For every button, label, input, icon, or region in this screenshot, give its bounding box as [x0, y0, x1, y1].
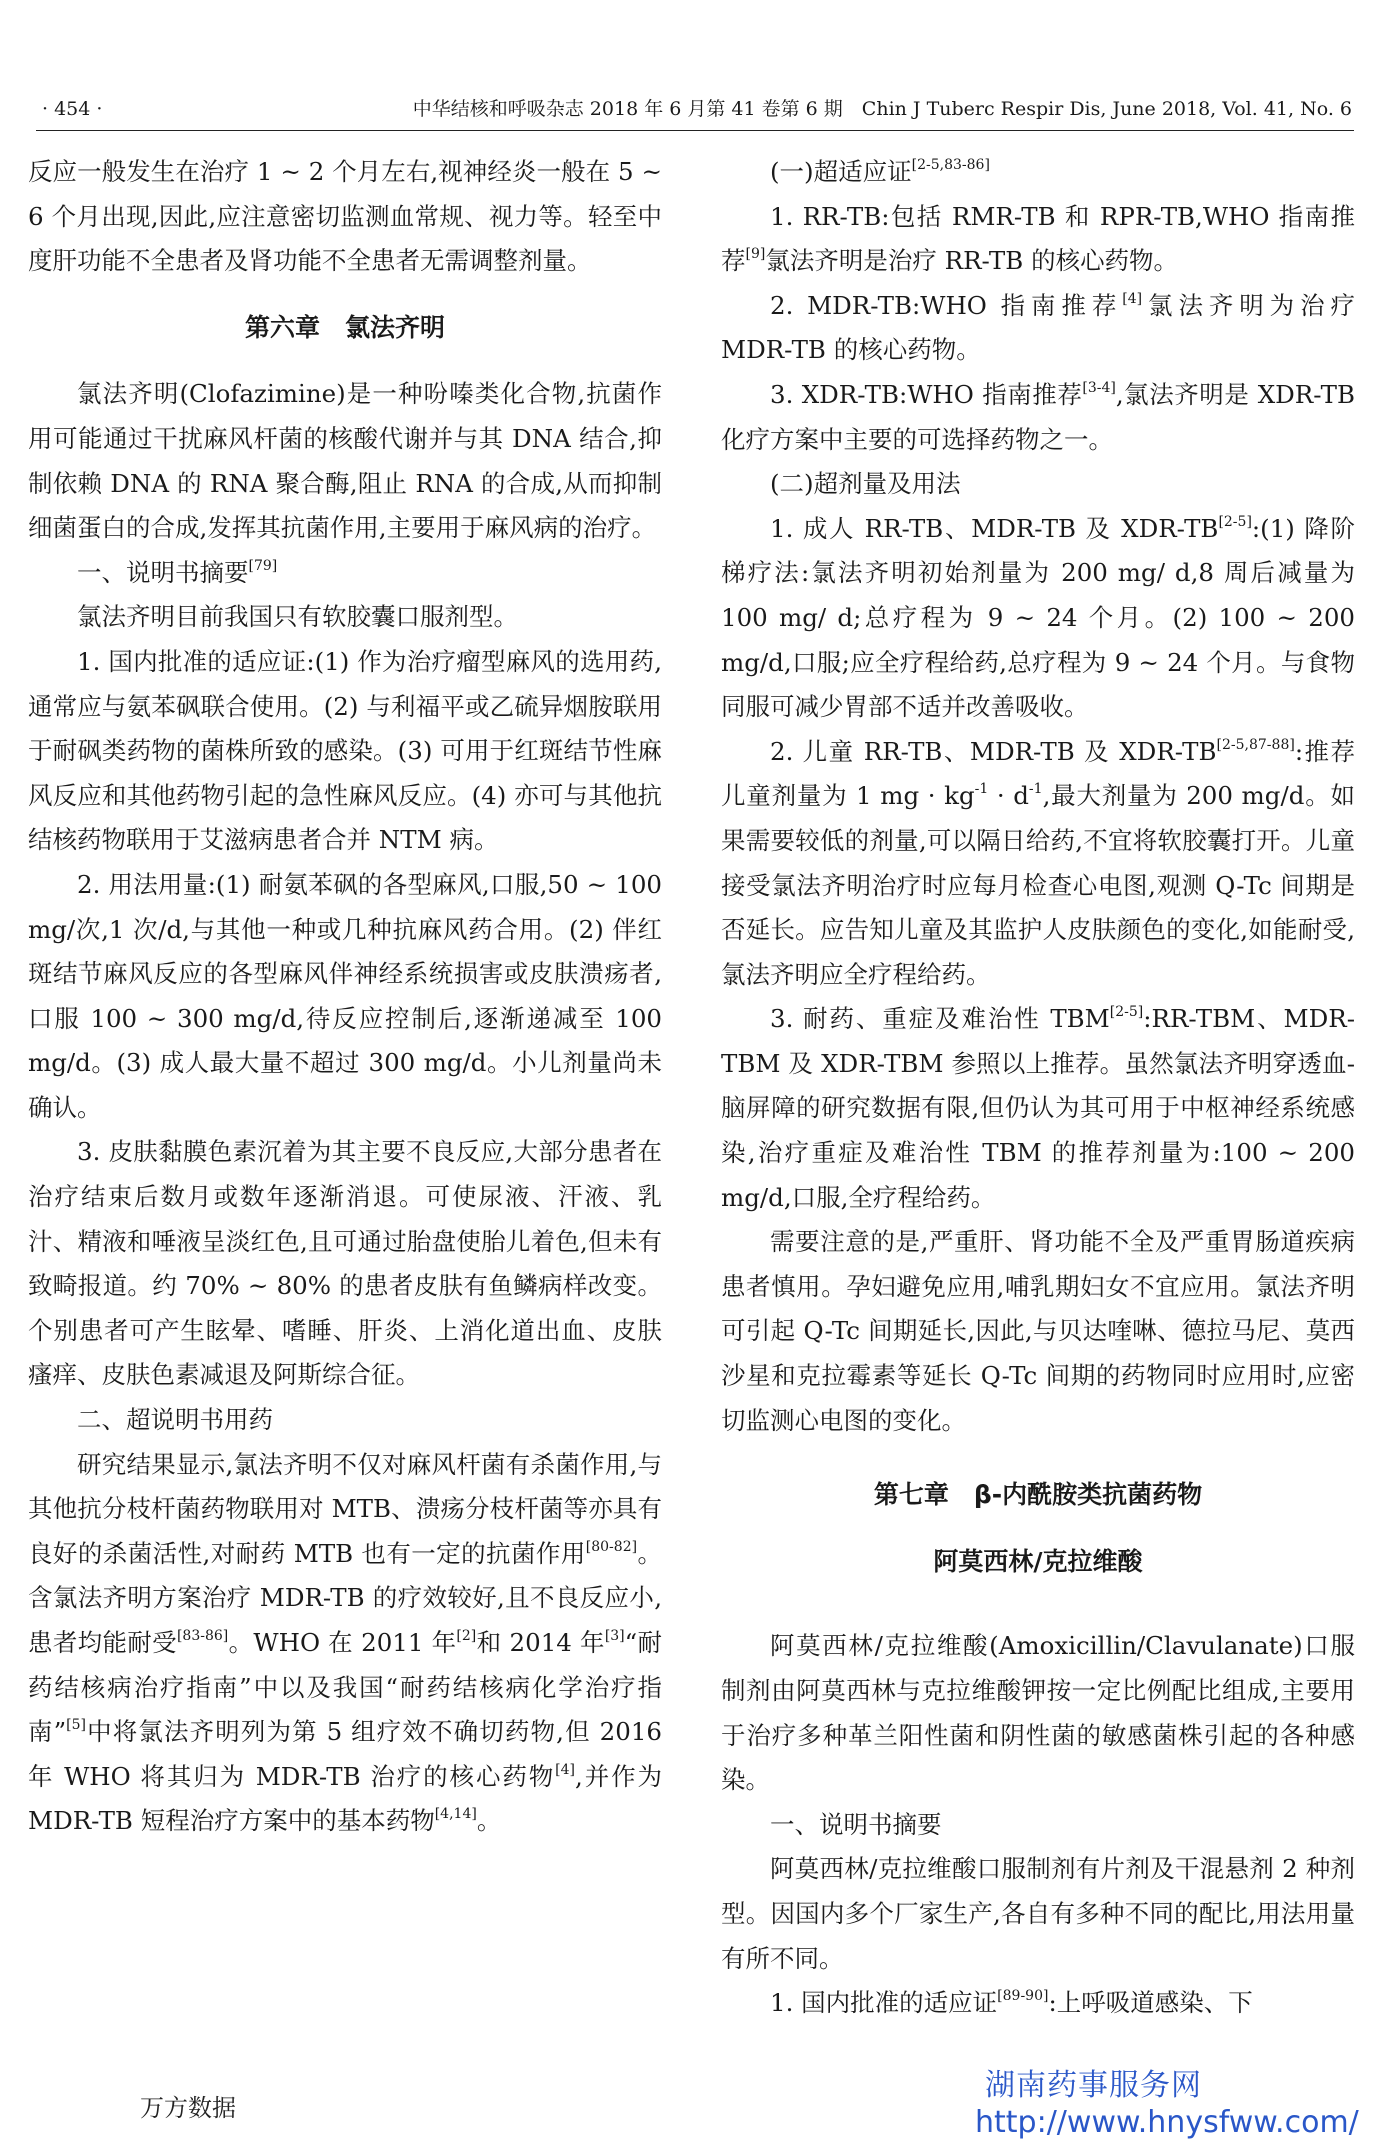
- chapter-heading: 第六章 氯法齐明: [244, 312, 445, 342]
- header-rule: [36, 130, 1354, 131]
- paragraph: 反应一般发生在治疗 1 ~ 2 个月左右,视神经炎一般在 5 ~ 6 个月出现,因此,应注意密切监测血常规、视力等。轻至中度肝功能不全患者及肾功能不全患者无需调整剂量。: [28, 157, 662, 276]
- subsection-heading: (一)超适应证[2-5,83-86]: [770, 157, 990, 186]
- paragraph: 2. 用法用量:(1) 耐氨苯砜的各型麻风,口服,50 ~ 100 mg/次,1 次/d,与其他一种或几种抗麻风药合用。(2) 伴红斑结节麻风反应的各型麻风伴神经系统损害或皮肤溃疡者,口服 100 ~ 300 mg/d,待反应控制后,逐渐递减至 100 mg/d。(3) 成人最大量不超过 300 mg/d。小儿剂量尚未确认。: [28, 869, 662, 1122]
- paragraph: 氯法齐明目前我国只有软胶囊口服剂型。: [77, 602, 518, 632]
- citation-ref[interactable]: [2-5,87-88]: [1216, 736, 1295, 753]
- watermark-url[interactable]: http://www.hnysfww.com/: [975, 2105, 1359, 2140]
- citation-ref[interactable]: [4]: [1122, 290, 1143, 307]
- section-heading: 二、超说明书用药: [77, 1405, 273, 1435]
- paragraph: 1. 成人 RR-TB、MDR-TB 及 XDR-TB[2-5]:(1) 降阶梯疗法:氯法齐明初始剂量为 200 mg/ d,8 周后减量为 100 mg/ d;总疗程为 9 ~ 24 个月。(2) 100 ~ 200 mg/d,口服;应全疗程给药,总疗程为 9 ~ 24 个月。与食物同服可减少胃部不适并改善吸收。: [721, 513, 1355, 722]
- citation-ref[interactable]: [4,14]: [434, 1806, 477, 1823]
- section-heading: 一、说明书摘要[79]: [77, 557, 278, 587]
- paragraph: 3. 耐药、重症及难治性 TBM[2-5]:RR-TBM、MDR-TBM 及 XDR-TBM 参照以上推荐。虽然氯法齐明穿透血-脑屏障的研究数据有限,但仍认为其可用于中枢神经系统感染,治疗重症及难治性 TBM 的推荐剂量为:100 ~ 200 mg/d,口服,全疗程给药。: [721, 1004, 1355, 1212]
- paragraph: 氯法齐明(Clofazimine)是一种吩嗪类化合物,抗菌作用可能通过干扰麻风杆菌的核酸代谢并与其 DNA 结合,抑制依赖 DNA 的 RNA 聚合酶,阻止 RNA 的合成,从而抑制细菌蛋白的合成,发挥其抗菌作用,主要用于麻风病的治疗。: [28, 379, 662, 543]
- chapter-heading: 第七章 β-内酰胺类抗菌药物: [873, 1480, 1203, 1510]
- paragraph: 阿莫西林/克拉维酸(Amoxicillin/Clavulanate)口服制剂由阿莫西林与克拉维酸钾按一定比例配比组成,主要用于治疗多种革兰阳性菌和阴性菌的敏感菌株引起的各种感染。: [721, 1631, 1355, 1795]
- exponent: -1: [974, 781, 989, 798]
- citation-ref[interactable]: [9]: [745, 246, 766, 263]
- citation-ref[interactable]: [5]: [66, 1717, 86, 1734]
- paragraph: 需要注意的是,严重肝、肾功能不全及严重胃肠道疾病患者慎用。孕妇避免应用,哺乳期妇女不宜应用。氯法齐明可引起 Q-Tc 间期延长,因此,与贝达喹啉、德拉马尼、莫西沙星和克拉霉素等延长 Q-Tc 间期的药物同时应用时,应密切监测心电图的变化。: [721, 1227, 1355, 1435]
- paragraph: 3. XDR-TB:WHO 指南推荐[3-4],氯法齐明是 XDR-TB 化疗方案中主要的可选择药物之一。: [721, 379, 1355, 454]
- section-heading: 一、说明书摘要: [770, 1809, 942, 1839]
- paragraph: 2. MDR-TB:WHO 指南推荐[4]氯法齐明为治疗 MDR-TB 的核心药物。: [721, 290, 1356, 365]
- exponent: -1: [1028, 781, 1043, 798]
- citation-ref[interactable]: [3]: [604, 1628, 625, 1644]
- drug-title: 阿莫西林/克拉维酸: [933, 1546, 1143, 1576]
- citation-ref[interactable]: [3-4]: [1082, 379, 1116, 396]
- citation-ref[interactable]: [2-5]: [1218, 513, 1252, 530]
- paragraph: 1. RR-TB:包括 RMR-TB 和 RPR-TB,WHO 指南推荐[9]氯法齐明是治疗 RR-TB 的核心药物。: [721, 201, 1355, 276]
- source-label: 万方数据: [140, 2094, 236, 2122]
- citation-ref[interactable]: [2-5]: [1109, 1004, 1144, 1021]
- watermark-name: 湖南药事服务网: [985, 2068, 1202, 2103]
- citation-ref[interactable]: [4]: [555, 1761, 575, 1778]
- paragraph: 3. 皮肤黏膜色素沉着为其主要不良反应,大部分患者在治疗结束后数月或数年逐渐消退。可使尿液、汗液、乳汁、精液和唾液呈淡红色,且可通过胎盘使胎儿着色,但未有致畸报道。约 70% ~ 80% 的患者皮肤有鱼鳞病样改变。个别患者可产生眩晕、嗜睡、肝炎、上消化道出血、皮肤瘙痒、皮肤色素减退及阿斯综合征。: [28, 1137, 662, 1390]
- citation-ref[interactable]: [83-86]: [176, 1628, 229, 1644]
- journal-citation: 中华结核和呼吸杂志 2018 年 6 月第 41 卷第 6 期 Chin J Tuberc Respir Dis, June 2018, Vol. 41, No. 6: [412, 98, 1352, 120]
- subsection-heading: (二)超剂量及用法: [770, 469, 961, 499]
- right-column: [721, 150, 1355, 2026]
- left-column: [28, 150, 662, 1844]
- paragraph: 1. 国内批准的适应证[89-90]:上呼吸道感染、下: [770, 1988, 1253, 2018]
- citation-ref[interactable]: [2]: [456, 1628, 477, 1644]
- citation-ref[interactable]: [80-82]: [585, 1538, 638, 1555]
- citation-ref[interactable]: [79]: [248, 557, 278, 574]
- citation-ref[interactable]: [89-90]: [997, 1988, 1049, 2005]
- paragraph: 阿莫西林/克拉维酸口服制剂有片剂及干混悬剂 2 种剂型。因国内多个厂家生产,各自有多种不同的配比,用法用量有所不同。: [721, 1854, 1355, 1973]
- paragraph: 2. 儿童 RR-TB、MDR-TB 及 XDR-TB[2-5,87-88]:推荐儿童剂量为 1 mg · $kg^{-1} \cdot d^{-1}$,最大剂量为 200 mg/d。如果需要较低的剂量,可以隔日给药,不宜将软胶囊打开。儿童接受氯法齐明治疗时应每月检查心电图,观测 Q-Tc 间期是否延长。应告知儿童及其监护人皮肤颜色的变化,如能耐受,氯法齐明应全疗程给药。: [721, 736, 1355, 989]
- running-header: [36, 94, 1356, 124]
- paragraph: 研究结果显示,氯法齐明不仅对麻风杆菌有杀菌作用,与其他抗分枝杆菌药物联用对 MTB、溃疡分枝杆菌等亦具有良好的杀菌活性,对耐药 MTB 也有一定的抗菌作用[80-82]。含氯法齐明方案治疗 MDR-TB 的疗效较好,且不良反应小,患者均能耐受[83-86]。WHO 在 2011 年[2]和 2014 年[3]“耐药结核病治疗指南”中以及我国“耐药结核病化学治疗指南”[5]中将氯法齐明列为第 5 组疗效不确切药物,但 2016 年 WHO 将其归为 MDR-TB 治疗的核心药物[4],并作为 MDR-TB 短程治疗方案中的基本药物[4,14]。: [28, 1449, 663, 1836]
- citation-ref[interactable]: [2-5,83-86]: [911, 157, 990, 173]
- paragraph: 1. 国内批准的适应证:(1) 作为治疗瘤型麻风的选用药,通常应与氨苯砜联合使用。(2) 与利福平或乙硫异烟胺联用于耐砜类药物的菌株所致的感染。(3) 可用于红斑结节性麻风反应和其他药物引起的急性麻风反应。(4) 亦可与其他抗结核药物联用于艾滋病患者合并 NTM 病。: [28, 646, 662, 855]
- page-number: · 454 ·: [42, 98, 103, 120]
